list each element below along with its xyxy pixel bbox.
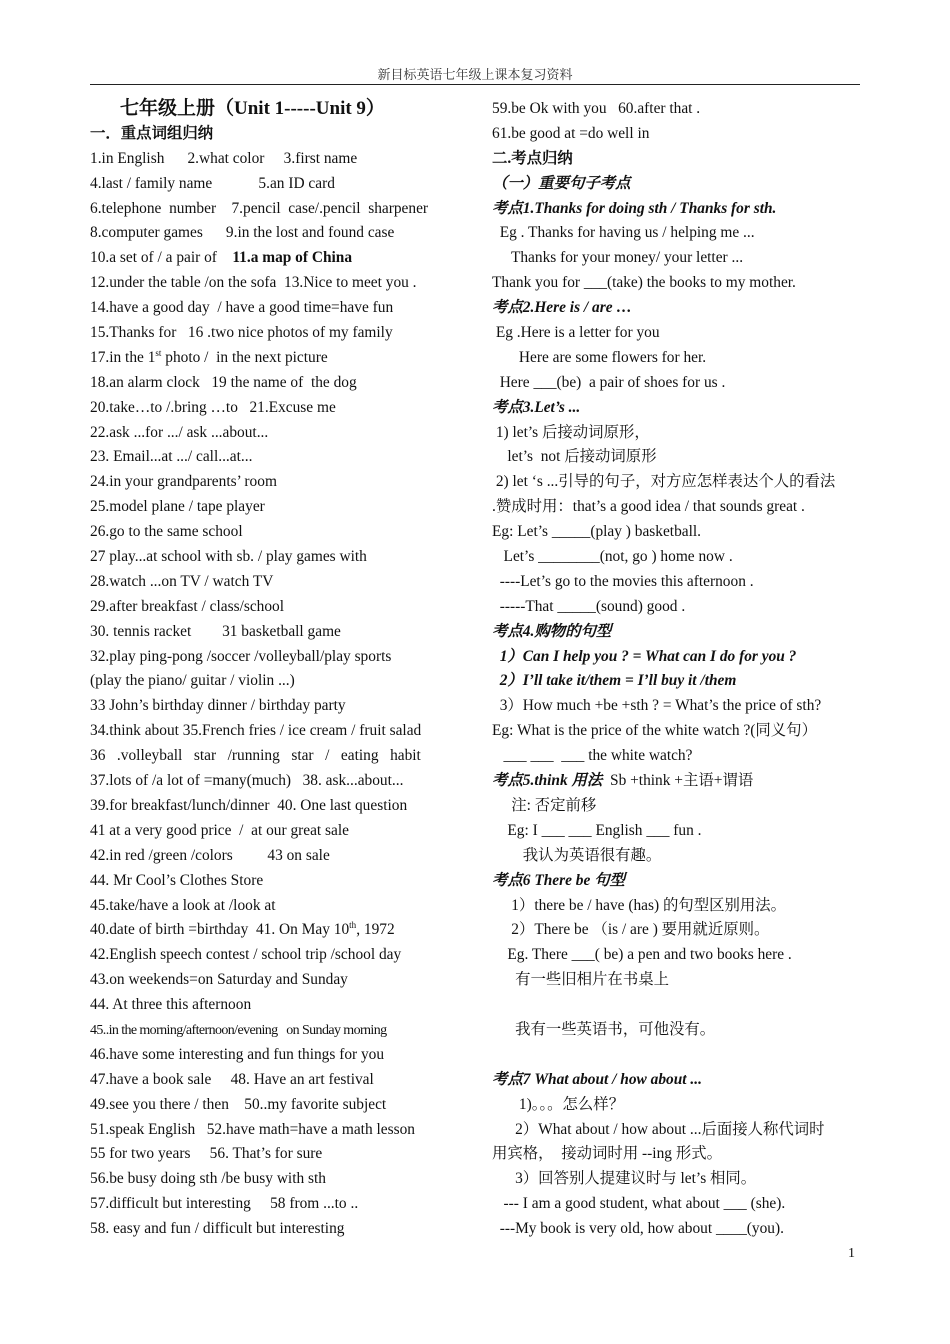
left-column-line [90, 1167, 462, 1192]
right-column-line [492, 918, 864, 943]
right-column-line [492, 620, 864, 645]
line-text-after: , 1972 [356, 921, 395, 939]
line-text: Thanks for your money/ your letter ... [492, 249, 744, 267]
line-text: 1）Can I help you ? = What can I do for you ? [492, 647, 797, 665]
right-column-line [492, 869, 864, 894]
line-text: 45.take/have a look at /look at [90, 896, 276, 914]
right-column-line [492, 1167, 864, 1192]
line-text: 二.考点归纳 [492, 149, 573, 167]
left-column-line [90, 694, 462, 719]
right-column-line [492, 1018, 864, 1043]
left-column-line [90, 445, 462, 470]
right-column-line [492, 894, 864, 919]
right-column-line [492, 719, 864, 744]
line-text: 41 at a very good price / at our great sale [90, 821, 349, 839]
line-text: 22.ask ...for .../ ask ...about... [90, 423, 269, 441]
left-column-line [90, 993, 462, 1018]
left-column-line [90, 744, 462, 769]
line-text: 33 John’s birthday dinner / birthday party [90, 697, 346, 715]
line-text: 2）What about / how about ...后面接人称代词时 [492, 1120, 825, 1138]
right-column-line [492, 371, 864, 396]
line-text: Eg . Thanks for having us / helping me ... [492, 224, 755, 242]
right-column-line [492, 844, 864, 869]
left-column-line [90, 470, 462, 495]
left-column-line [90, 869, 462, 894]
right-column-line [492, 1093, 864, 1118]
left-column-line [90, 645, 462, 670]
right-column-line [492, 993, 864, 1018]
line-text: 20.take…to /.bring …to 21.Excuse me [90, 398, 336, 416]
line-text: 2）I’ll take it/them = I’ll buy it /them [492, 672, 737, 690]
line-text: 36 .volleyball star /running star / eating habit [90, 747, 421, 765]
line-text: Eg. There ___( be) a pen and two books here . [492, 946, 792, 964]
line-text: 七年级上册（Unit 1-----Unit 9） [120, 98, 385, 119]
right-column-line [492, 296, 864, 321]
line-text: 考点4.购物的句型 [492, 622, 612, 640]
left-column-line [90, 1192, 462, 1217]
line-text-after: Sb +think +主语+谓语 [602, 772, 754, 790]
right-column-line [492, 968, 864, 993]
left-column-line [90, 1118, 462, 1143]
left-column-line [90, 520, 462, 545]
line-text: 1) let’s 后接动词原形， [492, 423, 650, 441]
line-text: 用宾格， 接动词时用 --ing 形式。 [492, 1145, 722, 1163]
line-text: 55 for two years 56. That’s for sure [90, 1145, 323, 1163]
line-text: 1)。。。怎么样？ [492, 1095, 625, 1113]
line-text: 6.telephone number 7.pencil case/.pencil sharpener [90, 199, 429, 217]
line-text: 10.a set of / a pair of [90, 249, 233, 267]
left-column-line [90, 271, 462, 296]
line-text: 42.English speech contest / school trip /school day [90, 946, 402, 964]
line-text: ___ ___ ___ the white watch? [492, 747, 693, 765]
ordinal-superscript: st [155, 347, 162, 358]
right-column-line [492, 421, 864, 446]
page-header: 新目标英语七年级上课本复习资料 [377, 67, 573, 82]
line-text: 14.have a good day / have a good time=have fun [90, 299, 394, 317]
line-text: 2) let ‘s ...引导的句子，对方应怎样表达个人的看法 [492, 473, 836, 491]
line-text: 51.speak English 52.have math=have a math lesson [90, 1120, 415, 1138]
right-column-line [492, 147, 864, 172]
line-text: 27 play...at school with sb. / play games with [90, 548, 367, 566]
line-text: 我认为英语很有趣。 [492, 846, 662, 864]
right-column-line [492, 246, 864, 271]
left-column-line [90, 719, 462, 744]
right-column-line [492, 495, 864, 520]
left-column-line [90, 321, 462, 346]
line-text: 56.be busy doing sth /be busy with sth [90, 1170, 326, 1188]
right-column-line [492, 1068, 864, 1093]
line-text: 42.in red /green /colors 43 on sale [90, 846, 330, 864]
line-text: Eg .Here is a letter for you [492, 324, 660, 342]
line-text: Here ___(be) a pair of shoes for us . [492, 373, 726, 391]
right-column-line [492, 172, 864, 197]
right-column-line [492, 645, 864, 670]
right-column-line [492, 769, 864, 794]
left-column-line [90, 570, 462, 595]
left-column-line [90, 769, 462, 794]
left-column-line [90, 421, 462, 446]
left-column-line [90, 595, 462, 620]
right-column-line [492, 470, 864, 495]
left-column-line [90, 197, 462, 222]
line-text: -----That _____(sound) good . [492, 597, 686, 615]
line-text: 37.lots of /a lot of =many(much) 38. ask...about... [90, 772, 404, 790]
left-column-line [90, 669, 462, 694]
line-text: 40.date of birth =birthday 41. On May 10 [90, 921, 350, 939]
right-column-line [492, 1118, 864, 1143]
left-column-line [90, 894, 462, 919]
left-column-line [90, 545, 462, 570]
line-text: Thank you for ___(take) the books to my mother. [492, 274, 796, 292]
line-text: 47.have a book sale 48. Have an art festival [90, 1070, 374, 1088]
line-text: 23. Email...at .../ call...at... [90, 448, 253, 466]
right-column-line [492, 744, 864, 769]
line-text: 45..in the morning/afternoon/evening on Sunday morning [90, 1022, 387, 1038]
line-text: 44. At three this afternoon [90, 996, 252, 1014]
line-bold-text: 11.a map of China [232, 249, 353, 267]
line-text: let’s not 后接动词原形 [492, 448, 657, 466]
line-text: 考点2.Here is / are … [492, 299, 632, 317]
right-column-line [492, 819, 864, 844]
line-text: 注: 否定前移 [492, 796, 597, 814]
left-column-line [90, 346, 462, 371]
left-column-line [90, 1043, 462, 1068]
line-text: 44. Mr Cool’s Clothes Store [90, 871, 264, 889]
line-text: 28.watch ...on TV / watch TV [90, 572, 274, 590]
line-text: 49.see you there / then 50..my favorite subject [90, 1095, 387, 1113]
right-column-line [492, 221, 864, 246]
left-column-line [90, 122, 462, 147]
right-column-line [492, 321, 864, 346]
line-text: 4.last / family name 5.an ID card [90, 174, 335, 192]
line-text: 考点5.think 用法 [492, 772, 603, 790]
line-text: 46.have some interesting and fun things for you [90, 1045, 385, 1063]
line-text: 26.go to the same school [90, 523, 243, 541]
line-text: .赞成时用：that’s a good idea / that sounds great . [492, 498, 805, 516]
right-column-line [492, 794, 864, 819]
right-column-line [492, 1217, 864, 1242]
line-text: Eg: Let’s _____(play ) basketball. [492, 523, 702, 541]
left-column-line [90, 147, 462, 172]
line-text: 3）回答别人提建议时与 let’s 相同。 [492, 1170, 757, 1188]
line-text: 有一些旧相片在书桌上 [492, 971, 669, 989]
right-column-line [492, 669, 864, 694]
line-text: Here are some flowers for her. [492, 348, 707, 366]
line-text: 32.play ping-pong /soccer /volleyball/play sports [90, 647, 392, 665]
left-column-line [90, 221, 462, 246]
left-column-line [90, 371, 462, 396]
line-text: 29.after breakfast / class/school [90, 597, 285, 615]
line-text: 30. tennis racket 31 basketball game [90, 622, 341, 640]
left-column-line [90, 794, 462, 819]
left-column-line [90, 1018, 462, 1043]
right-column-line [492, 396, 864, 421]
line-text: 考点6 There be 句型 [492, 871, 625, 889]
line-text: 一．重点词组归纳 [90, 124, 214, 142]
line-text: 61.be good at =do well in [492, 124, 650, 142]
line-text: 8.computer games 9.in the lost and found case [90, 224, 395, 242]
line-text: 考点1.Thanks for doing sth / Thanks for sth. [492, 199, 777, 217]
right-column-line [492, 694, 864, 719]
ordinal-superscript: th [349, 920, 357, 931]
page-number: 1 [848, 1246, 855, 1261]
line-text: 39.for breakfast/lunch/dinner 40. One last question [90, 796, 408, 814]
left-column-line [90, 968, 462, 993]
left-column-line [90, 246, 462, 271]
right-column-line [492, 545, 864, 570]
line-text: 考点3.Let’s ... [492, 398, 581, 416]
line-text: ----Let’s go to the movies this afternoon . [492, 572, 754, 590]
left-column-line [90, 495, 462, 520]
line-text: (play the piano/ guitar / violin ...) [90, 672, 295, 690]
left-column-line [90, 172, 462, 197]
right-column-line [492, 445, 864, 470]
right-column-line [492, 346, 864, 371]
left-column-line [90, 97, 462, 122]
right-column-line [492, 1043, 864, 1068]
line-text: 考点7 What about / how about ... [492, 1070, 702, 1088]
line-text: 34.think about 35.French fries / ice cream / fruit salad [90, 722, 422, 740]
right-column [492, 97, 864, 1242]
right-column-line [492, 271, 864, 296]
left-column [90, 97, 462, 1242]
right-column-line [492, 1142, 864, 1167]
line-text: 我有一些英语书，可他没有。 [492, 1020, 716, 1038]
left-column-line [90, 396, 462, 421]
left-column-line [90, 1093, 462, 1118]
left-column-line [90, 819, 462, 844]
line-text: 24.in your grandparents’ room [90, 473, 277, 491]
left-column-line [90, 1217, 462, 1242]
left-column-line [90, 296, 462, 321]
left-column-line [90, 1068, 462, 1093]
right-column-line [492, 943, 864, 968]
right-column-line [492, 97, 864, 122]
left-column-line [90, 844, 462, 869]
line-text: --- I am a good student, what about ___ (she). [492, 1195, 786, 1213]
left-column-line [90, 1142, 462, 1167]
line-text: 15.Thanks for 16 .two nice photos of my family [90, 324, 393, 342]
line-text: 59.be Ok with you 60.after that . [492, 100, 701, 117]
line-text: 12.under the table /on the sofa 13.Nice to meet you . [90, 274, 417, 292]
header-divider [90, 84, 860, 85]
right-column-line [492, 197, 864, 222]
line-text: 18.an alarm clock 19 the name of the dog [90, 373, 357, 391]
line-text: Eg: What is the price of the white watch ?(同义句） [492, 722, 817, 740]
line-text: ---My book is very old, how about ____(you). [492, 1220, 784, 1238]
right-column-line [492, 520, 864, 545]
line-text-after: photo / in the next picture [161, 348, 328, 366]
left-column-line [90, 918, 462, 943]
right-column-line [492, 570, 864, 595]
line-text: 1）there be / have (has) 的句型区别用法。 [492, 896, 787, 914]
line-text: （一）重要句子考点 [492, 174, 631, 192]
line-text: 2）There be （is / are ) 要用就近原则。 [492, 921, 770, 939]
right-column-line [492, 595, 864, 620]
line-text: 17.in the 1 [90, 348, 156, 366]
left-column-line [90, 620, 462, 645]
right-column-line [492, 122, 864, 147]
line-text: 3）How much +be +sth ? = What’s the price of sth? [492, 697, 822, 715]
line-text: 43.on weekends=on Saturday and Sunday [90, 971, 348, 989]
line-text: 1.in English 2.what color 3.first name [90, 149, 358, 167]
line-text: 25.model plane / tape player [90, 498, 265, 516]
left-column-line [90, 943, 462, 968]
line-text: Eg: I ___ ___ English ___ fun . [492, 821, 702, 839]
right-column-line [492, 1192, 864, 1217]
line-text: 57.difficult but interesting 58 from ...to .. [90, 1195, 359, 1213]
line-text: 58. easy and fun / difficult but interesting [90, 1220, 345, 1238]
line-text: Let’s ________(not, go ) home now . [492, 548, 733, 566]
